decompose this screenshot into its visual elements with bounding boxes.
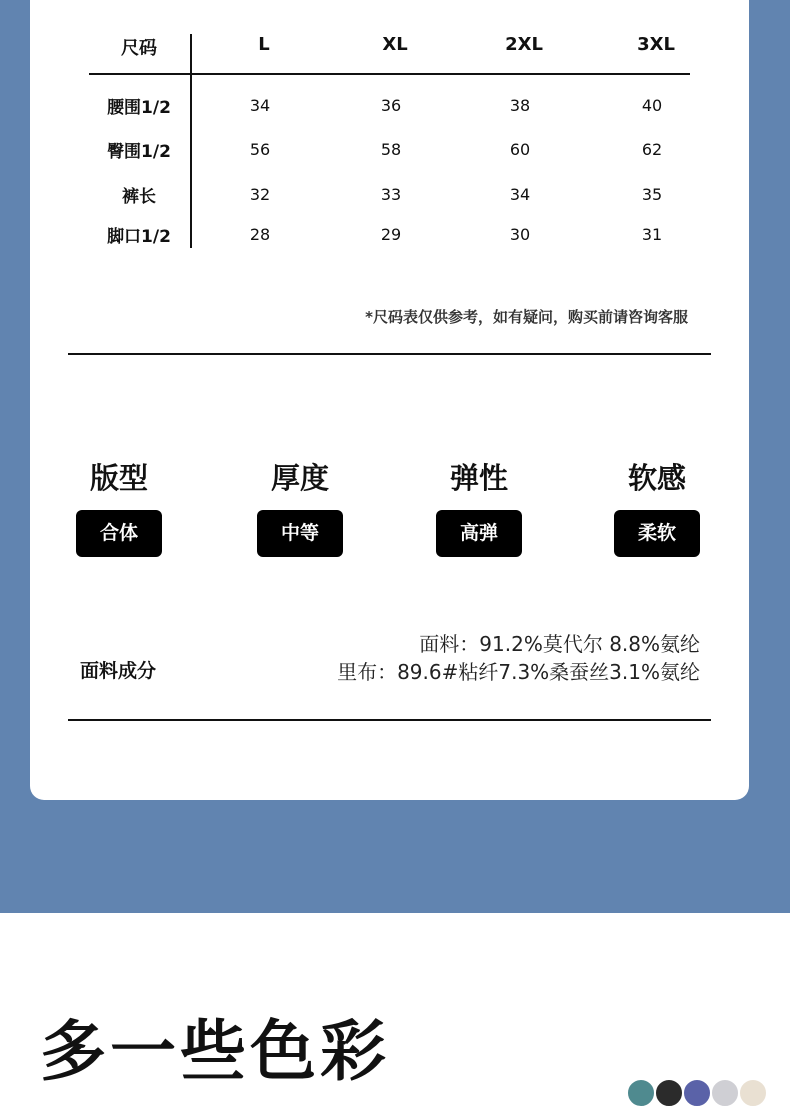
- fabric-label: 面料成分: [80, 660, 157, 682]
- table-header-divider: [89, 73, 690, 75]
- table-cell: 34: [509, 185, 531, 204]
- size-header-label: 尺码: [121, 38, 157, 59]
- color-swatch[interactable]: [626, 1078, 656, 1108]
- attribute-elasticity: [436, 456, 522, 557]
- attribute-badge: 高弹: [436, 510, 522, 557]
- attribute-fit: [76, 456, 162, 557]
- attribute-title: 软感: [627, 461, 686, 495]
- attribute-title: 弹性: [449, 461, 508, 495]
- row-label: 脚口1/2: [107, 227, 171, 247]
- size-col-3xl: 3XL: [637, 34, 675, 55]
- table-cell: 31: [641, 225, 663, 244]
- size-col-l: L: [258, 34, 270, 55]
- attribute-thickness: [257, 456, 343, 557]
- size-table: [89, 26, 690, 256]
- section-divider-bottom: [68, 719, 711, 721]
- color-swatch[interactable]: [654, 1078, 684, 1108]
- row-label: 臀围1/2: [107, 142, 171, 162]
- row-label: 裤长: [122, 187, 156, 207]
- table-cell: 28: [249, 225, 271, 244]
- table-cell: 60: [509, 140, 531, 159]
- attribute-title: 厚度: [270, 461, 329, 495]
- table-cell: 56: [249, 140, 271, 159]
- colors-section-title: 多一些色彩: [40, 1013, 390, 1090]
- attribute-softness: [614, 456, 700, 557]
- table-cell: 33: [380, 185, 402, 204]
- color-swatch[interactable]: [710, 1078, 740, 1108]
- color-swatch[interactable]: [682, 1078, 712, 1108]
- fabric-outer-line: 面料：91.2%莫代尔 8.8%氨纶: [419, 632, 700, 656]
- table-cell: 38: [509, 96, 531, 115]
- size-note: *尺码表仅供参考，如有疑问，购买前请咨询客服: [365, 308, 688, 326]
- table-cell: 58: [380, 140, 402, 159]
- size-col-xl: XL: [382, 34, 408, 55]
- row-label: 腰围1/2: [107, 98, 171, 118]
- color-swatch[interactable]: [738, 1078, 768, 1108]
- fabric-composition: [337, 630, 700, 686]
- table-cell: 36: [380, 96, 402, 115]
- table-cell: 35: [641, 185, 663, 204]
- table-cell: 40: [641, 96, 663, 115]
- table-cell: 29: [380, 225, 402, 244]
- attribute-badge: 柔软: [614, 510, 700, 557]
- attribute-badge: 合体: [76, 510, 162, 557]
- section-divider-top: [68, 353, 711, 355]
- attribute-badge: 中等: [257, 510, 343, 557]
- attribute-title: 版型: [89, 461, 148, 495]
- size-col-2xl: 2XL: [505, 34, 543, 55]
- color-swatches: [626, 1078, 790, 1108]
- table-cell: 30: [509, 225, 531, 244]
- table-cell: 62: [641, 140, 663, 159]
- fabric-lining-line: 里布：89.6#粘纤7.3%桑蚕丝3.1%氨纶: [337, 660, 700, 684]
- table-vertical-divider: [190, 34, 192, 248]
- table-cell: 32: [249, 185, 271, 204]
- table-cell: 34: [249, 96, 271, 115]
